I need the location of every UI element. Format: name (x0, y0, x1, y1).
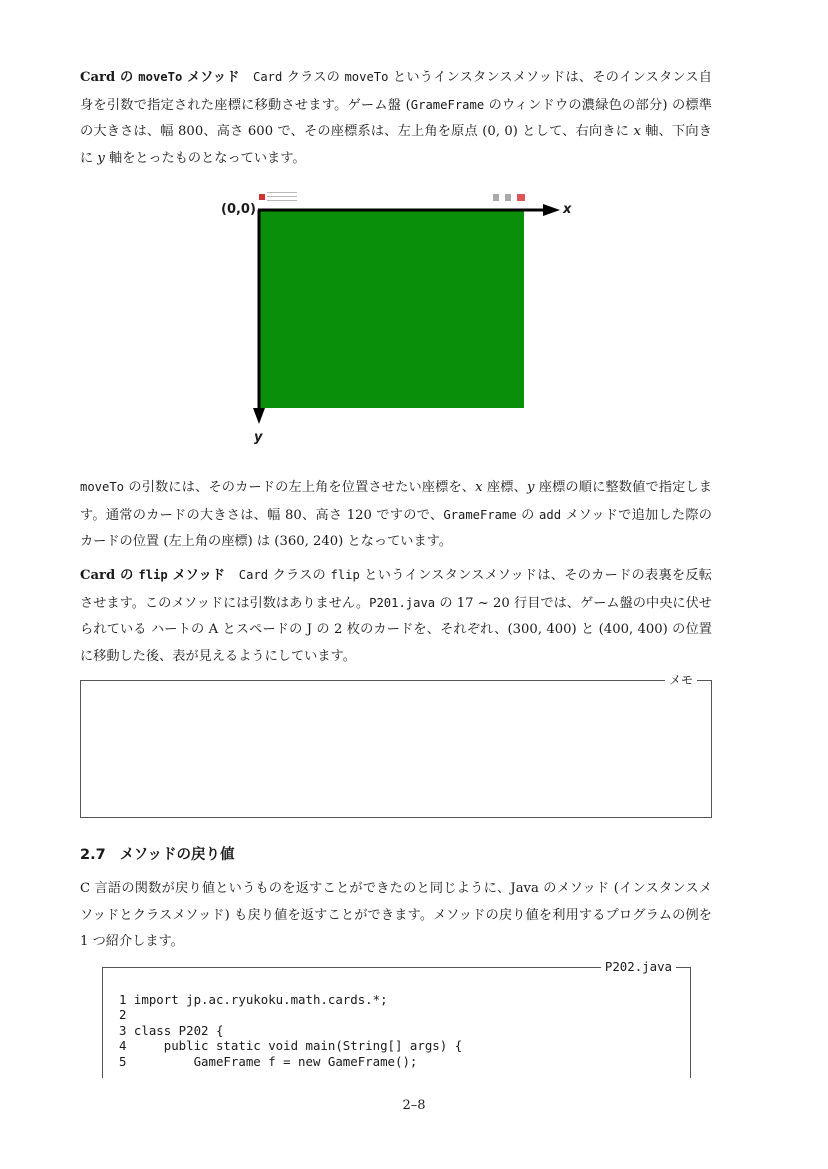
code-line: 4 public static void main(String[] args) { (119, 1038, 463, 1053)
section-heading (80, 843, 235, 864)
axes-svg (215, 190, 585, 450)
x-axis-label: x (563, 202, 572, 217)
code-line: 2 (119, 1007, 127, 1022)
page-number: 2–8 (402, 1098, 426, 1113)
code-listing (102, 959, 691, 1078)
moveto-heading: Card の moveTo メソッド (80, 70, 240, 85)
paragraph-moveto: Card の moveTo メソッド Card クラスの moveTo というインスタンスメソッドは、そのインスタンス自身を引数で指定された座標に移動させます。ゲーム盤 (GrameFrame のウィンドウの濃緑色の部分) の標準の大きさは、幅 800、高さ 600 で、その座標系は、左上角を原点 (0, 0) として、右向きに x 軸、下向きに y 軸をとったものとなっています。 (80, 70, 712, 166)
flip-heading: Card の flip メソッド (80, 568, 226, 583)
memo-box (80, 673, 712, 818)
code-line: 1 import jp.ac.ryukoku.math.cards.*; (119, 991, 388, 1007)
code-lines (119, 976, 462, 1100)
paragraph-return-values: C 言語の関数が戻り値というものを返すことができたのと同じように、Java のメソッド (インスタンスメソッドとクラスメソッド) も戻り値を返すことができます。メソッドの戻り値を利用するプログラムの例を 1 つ紹介します。 (80, 881, 712, 949)
paragraph-flip: Card の flip メソッド Card クラスの flip というインスタンスメソッドは、そのカードの表裏を反転させます。このメソッドには引数はありません。P201.java の 17 ~ 20 行目では、ゲーム盤の中央に伏せられている ハートの A とスペードの J の 2 枚のカードを、それぞれ、(300, 400) と (400, 400) の位置に移動した後、表が見えるようにしています。 (80, 568, 712, 664)
x-axis-arrowhead (543, 204, 560, 216)
y-axis-label: y (254, 430, 263, 445)
section-title: メソッドの戻り値 (119, 847, 235, 863)
paragraph-moveto-args: moveTo の引数には、そのカードの左上角を位置させたい座標を、x 座標、y 座標の順に整数値で指定します。通常のカードの大きさは、幅 80、高さ 120 ですので、GrameFrame の add メソッドで追加した際のカードの位置 (左上角の座標) は (360, 240) となっています。 (80, 480, 712, 549)
code-filename: P202.java (601, 960, 676, 974)
memo-label: メモ (665, 673, 697, 687)
code-line: 3 class P202 { (119, 1022, 224, 1038)
coordinate-figure (215, 190, 585, 450)
section-number: 2.7 (80, 847, 106, 863)
origin-label: (0,0) (221, 202, 256, 217)
code-line: 5 GameFrame f = new GameFrame(); (119, 1053, 418, 1069)
y-axis-arrowhead (253, 408, 265, 424)
